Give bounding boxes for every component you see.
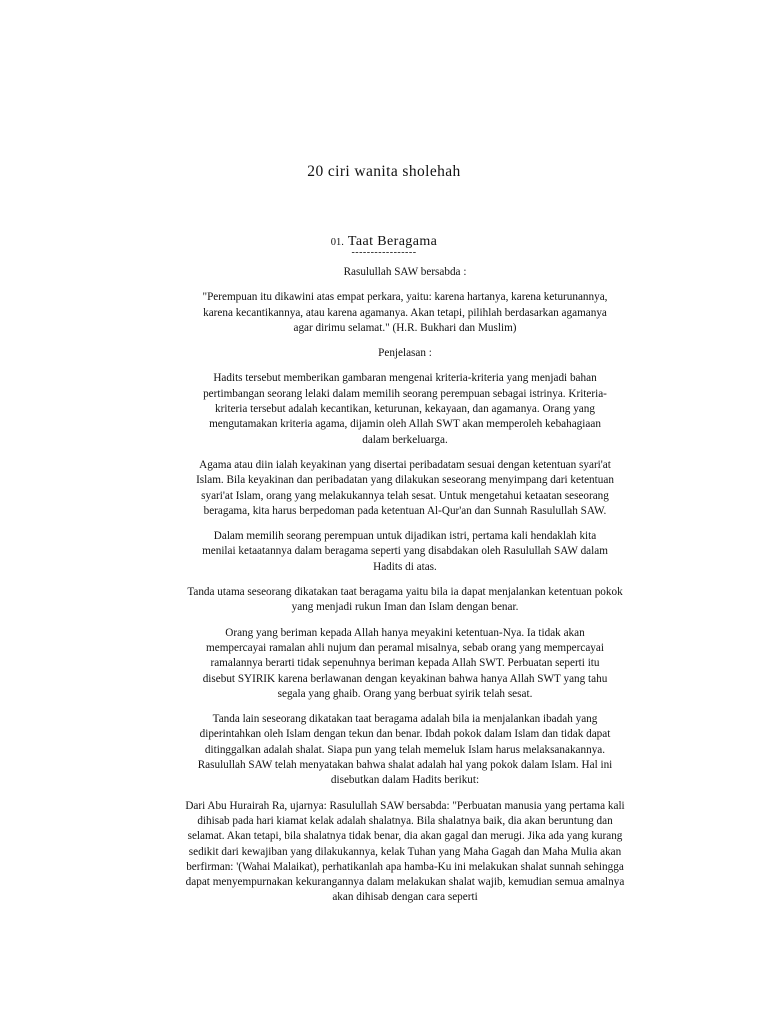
- paragraph: Tanda utama seseorang dikatakan taat beragama yaitu bila ia dapat menjalankan ketentuan pokok yang menjadi rukun Iman dan Islam dengan benar.: [187, 586, 623, 614]
- section-title: Taat Beragama: [347, 234, 438, 249]
- paragraph-explanation-label: Penjelasan :: [378, 347, 432, 360]
- paragraph: Dari Abu Hurairah Ra, ujarnya: Rasulullah SAW bersabda: "Perbuatan manusia yang pertama kali dihisab pada hari kiamat kelak adalah shalatnya. Bila shalatnya baik, dia akan beruntung dan selamat. Akan tetapi, bila shalatnya tidak benar, dia akan gagal dan merugi. Jika ada yang kurang sedikit dari kewajiban yang dilakukannya, kelak Tuhan yang Maha Gagah dan Maha Mulia akan berfirman: '(Wahai Malaikat), perhatikanlah apa hamba-Ku ini melakukan shalat sunnah sehingga dapat menyempurnakan kekurangannya dalam melakukan shalat wajib, kemudian semua amalnya akan dihisab dengan cara seperti: [185, 799, 625, 904]
- paragraph: Hadits tersebut memberikan gambaran mengenai kriteria-kriteria yang menjadi bahan pertimbangan seorang lelaki dalam memilih seorang perempuan sebagai istrinya. Kriteria-kriteria tersebut adalah kecantikan, keturunan, kekayaan, dan agamanya. Orang yang mengutamakan kriteria agama, dijamin oleh Allah SWT akan memperoleh kebahagiaan dalam berkeluarga.: [203, 372, 607, 446]
- section-number: 01.: [330, 237, 344, 248]
- body-text: [185, 265, 625, 906]
- paragraph-quote-intro: Rasulullah SAW bersabda :: [343, 266, 467, 278]
- document-title: 20 ciri wanita sholehah: [307, 163, 461, 180]
- section-divider: -----------------: [351, 247, 417, 258]
- paragraph: Tanda lain seseorang dikatakan taat beragama adalah bila ia menjalankan ibadah yang diperintahkan oleh Islam dengan tekun dan benar. Ibdah pokok dalam Islam dan tidak dapat ditinggalkan adalah shalat. Siapa pun yang telah memeluk Islam harus melaksanakannya. Rasulullah SAW telah menyatakan bahwa shalat adalah hal yang pokok dalam Islam. Hal ini disebutkan dalam Hadits berikut:: [197, 713, 613, 787]
- paragraph-hadith-quote: "Perempuan itu dikawini atas empat perkara, yaitu: karena hartanya, karena keturunannya, karena kecantikannya, atau karena agamanya. Akan tetapi, pilihlah berdasarkan agamanya agar dirimu selamat." (H.R. Bukhari dan Muslim): [202, 291, 608, 334]
- paragraph: Orang yang beriman kepada Allah hanya meyakini ketentuan-Nya. Ia tidak akan mempercayai ramalan ahli nujum dan peramal misalnya, sebab orang yang mempercayai ramalannya berarti tidak sepenuhnya beriman kepada Allah SWT. Perbuatan seperti itu disebut SYIRIK karena berlawanan dengan keyakinan bahwa hanya Allah SWT yang tahu segala yang ghaib. Orang yang berbuat syirik telah sesat.: [202, 626, 608, 700]
- paragraph: Dalam memilih seorang perempuan untuk dijadikan istri, pertama kali hendaklah kita menilai ketaatannya dalam beragama seperti yang disabdakan oleh Rasulullah SAW dalam Hadits di atas.: [202, 530, 608, 573]
- paragraph: Agama atau diin ialah keyakinan yang disertai peribadatam sesuai dengan ketentuan syari'at Islam. Bila keyakinan dan peribadatan yang dilakukan seseorang menyimpang dari ketentuan syari'at Islam, orang yang melakukannya telah sesat. Untuk mengetahui ketaatan seseorang beragama, kita harus berpedoman pada ketentuan Al-Qur'an dan Sunnah Rasulullah SAW.: [196, 458, 614, 517]
